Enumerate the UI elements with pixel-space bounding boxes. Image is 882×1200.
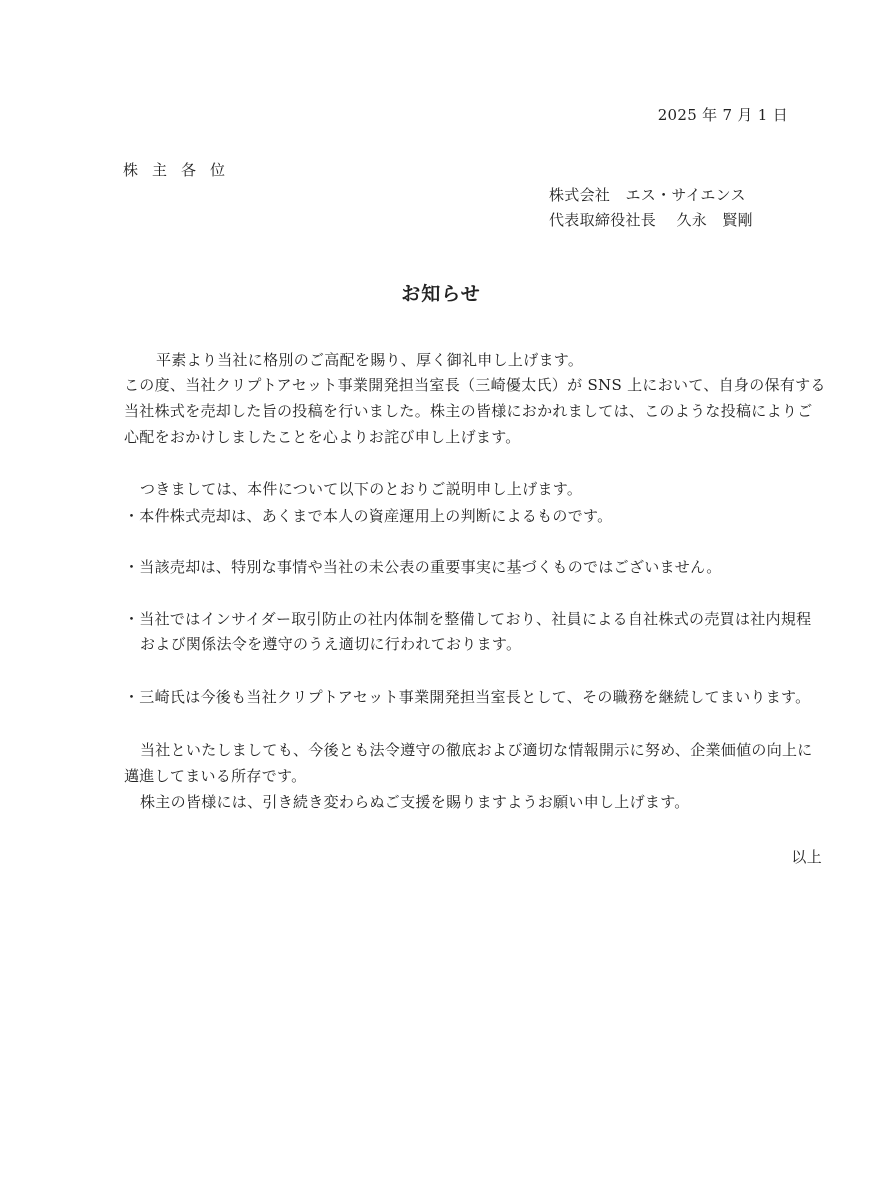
document-date: 2025 年 7 月 1 日 — [657, 106, 788, 124]
closing-mark: 以上 — [791, 848, 822, 866]
bullet-item: ・当社ではインサイダー取引防止の社内体制を整備しており、社員による自社株式の売買は社内規程 — [124, 610, 812, 628]
bullet-item: ・三崎氏は今後も当社クリプトアセット事業開発担当室長として、その職務を継続してまいります。 — [124, 688, 811, 706]
intro-line: 心配をおかけしましたことを心よりお詫び申し上げます。 — [124, 428, 521, 446]
document-title: お知らせ — [401, 283, 481, 305]
conclusion-line: 株主の皆様には、引き続き変わらぬご支援を賜りますようお願い申し上げます。 — [140, 793, 690, 811]
bullet-item: ・本件株式売却は、あくまで本人の資産運用上の判断によるものです。 — [124, 507, 613, 525]
conclusion-line: 当社といたしましても、今後とも法令遵守の徹底および適切な情報開示に努め、企業価値の向上に — [140, 741, 813, 759]
bullet-item: ・当該売却は、特別な事情や当社の未公表の重要事実に基づくものではございません。 — [124, 558, 722, 576]
conclusion-line: 邁進してまいる所存です。 — [124, 767, 307, 785]
explanation-lead: つきましては、本件について以下のとおりご説明申し上げます。 — [140, 480, 583, 498]
intro-line: 当社株式を売却した旨の投稿を行いました。株主の皆様におかれましては、このような投稿によりご — [124, 402, 813, 420]
addressee: 株主各位 — [123, 161, 240, 179]
bullet-item-continuation: および関係法令を遵守のうえ適切に行われております。 — [140, 635, 522, 653]
intro-line: この度、当社クリプトアセット事業開発担当室長（三崎優太氏）が SNS 上において、自身の保有する — [124, 376, 826, 394]
company-name: 株式会社 エス・サイエンス — [549, 186, 746, 204]
intro-line: 平素より当社に格別のご高配を賜り、厚く御礼申し上げます。 — [156, 351, 584, 369]
representative-name: 代表取締役社長 久永 賢剛 — [549, 211, 753, 229]
